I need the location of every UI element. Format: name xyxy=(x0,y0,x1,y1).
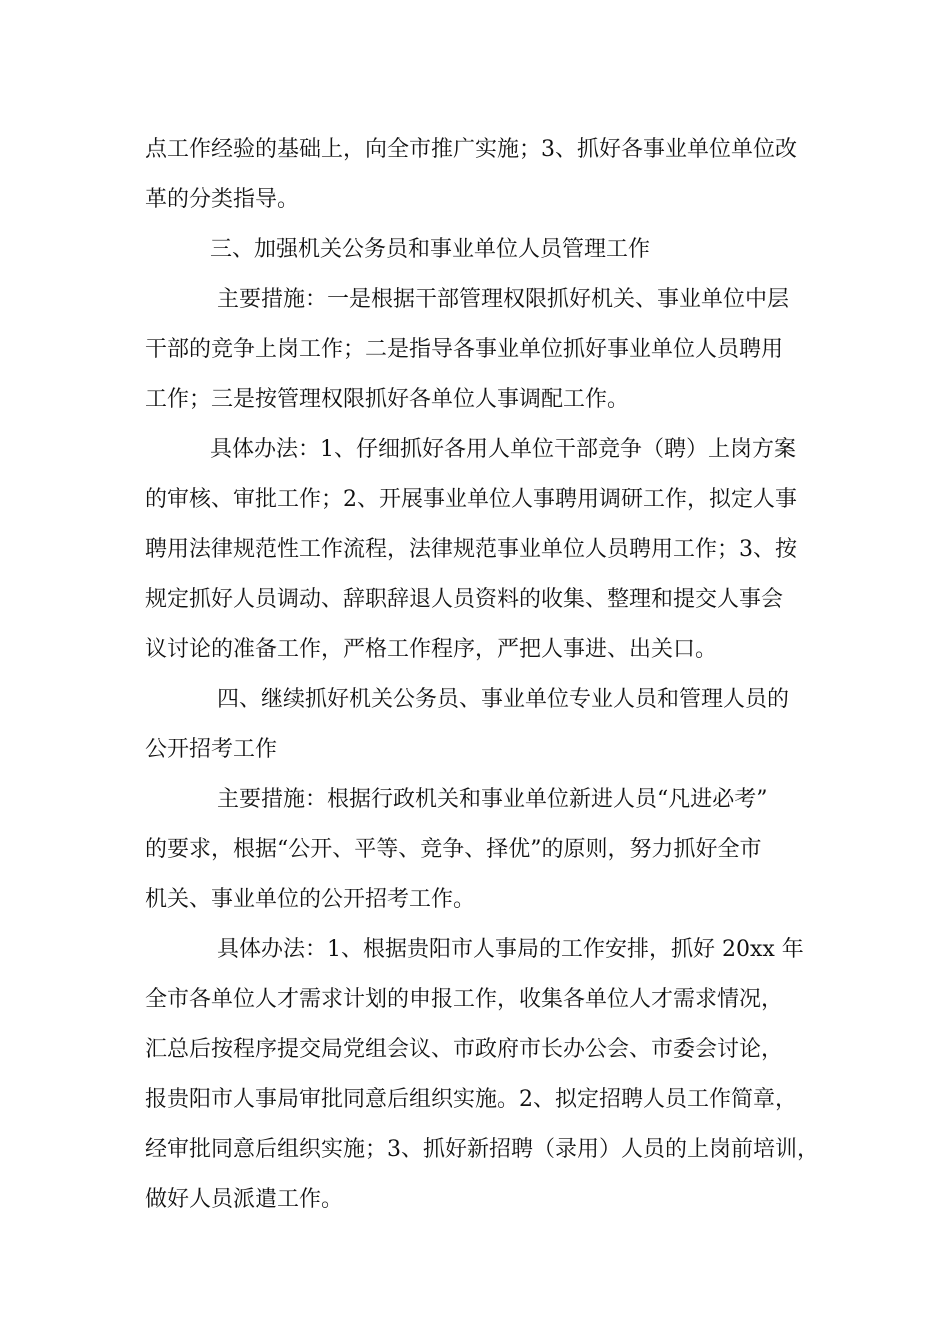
section-heading: 四、继续抓好机关公务员、事业单位专业人员和管理人员的 xyxy=(210,687,789,712)
section-heading: 公开招考工作 xyxy=(145,737,278,762)
text-line: 机关、事业单位的公开招考工作。 xyxy=(145,887,476,912)
text-line: 全市各单位人才需求计划的申报工作，收集各单位人才需求情况， xyxy=(145,987,784,1012)
text-line: 做好人员派遣工作。 xyxy=(145,1187,344,1212)
text-line: 革的分类指导。 xyxy=(145,187,300,212)
text-line: 干部的竞争上岗工作；二是指导各事业单位抓好事业单位人员聘用 xyxy=(145,337,784,362)
text-line: 的要求，根据“公开、平等、竞争、择优”的原则，努力抓好全市 xyxy=(145,837,762,862)
text-line: 规定抓好人员调动、辞职辞退人员资料的收集、整理和提交人事会 xyxy=(145,587,784,612)
text-line: 经审批同意后组织实施；3、抓好新招聘（录用）人员的上岗前培训， xyxy=(145,1137,819,1162)
text-line: 工作；三是按管理权限抓好各单位人事调配工作。 xyxy=(145,387,630,412)
section-heading: 三、加强机关公务员和事业单位人员管理工作 xyxy=(210,237,651,262)
text-line: 主要措施：一是根据干部管理权限抓好机关、事业单位中层 xyxy=(210,287,789,312)
text-line: 聘用法律规范性工作流程，法律规范事业单位人员聘用工作；3、按 xyxy=(145,537,797,562)
text-line: 具体办法：1、根据贵阳市人事局的工作安排，抓好 20xx 年 xyxy=(210,937,804,962)
text-line: 具体办法：1、仔细抓好各用人单位干部竞争（聘）上岗方案 xyxy=(210,437,796,462)
text-line: 汇总后按程序提交局党组会议、市政府市长办公会、市委会讨论， xyxy=(145,1037,784,1062)
text-line: 点工作经验的基础上，向全市推广实施；3、抓好各事业单位单位改 xyxy=(145,137,797,162)
text-line: 主要措施：根据行政机关和事业单位新进人员“凡进必考” xyxy=(210,787,768,812)
text-line: 的审核、审批工作；2、开展事业单位人事聘用调研工作，拟定人事 xyxy=(145,487,797,512)
text-line: 报贵阳市人事局审批同意后组织实施。2、拟定招聘人员工作简章， xyxy=(145,1087,797,1112)
text-line: 议讨论的准备工作，严格工作程序，严把人事进、出关口。 xyxy=(145,637,718,662)
